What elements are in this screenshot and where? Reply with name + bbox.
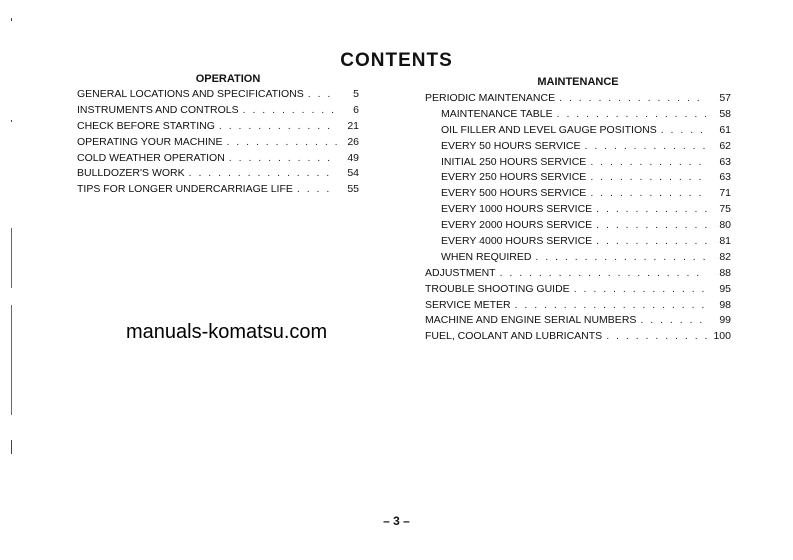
toc-entry-page: 21 (347, 119, 359, 132)
toc-entry-page: 100 (713, 330, 731, 343)
toc-entry-page: 63 (719, 171, 731, 184)
toc-entry[interactable] (425, 266, 731, 282)
toc-entry-label: MACHINE AND ENGINE SERIAL NUMBERS (425, 314, 637, 327)
page-number: – 3 – (383, 514, 410, 528)
dot-leader (661, 123, 707, 139)
toc-entry[interactable] (77, 87, 359, 103)
toc-entry[interactable] (425, 186, 731, 202)
toc-entry-page: 49 (347, 151, 359, 164)
toc-entry-page: 75 (719, 203, 731, 216)
toc-entry-label: BULLDOZER'S WORK (77, 167, 185, 180)
dot-leader (596, 218, 707, 234)
dot-leader (243, 103, 337, 119)
toc-entry-label: EVERY 250 HOURS SERVICE (441, 171, 587, 184)
toc-entry-label: ADJUSTMENT (425, 266, 496, 279)
toc-entry[interactable] (77, 151, 359, 167)
scan-margin-mark (11, 440, 12, 454)
toc-entry-page: 57 (719, 92, 731, 104)
toc-entry[interactable] (425, 313, 731, 329)
dot-leader (219, 119, 337, 135)
toc-entry[interactable] (425, 298, 731, 314)
toc-entry-page: 54 (347, 167, 359, 180)
toc-entry[interactable] (77, 119, 359, 135)
toc-entry[interactable] (425, 329, 731, 345)
dot-leader (606, 329, 707, 345)
dot-leader (640, 313, 707, 329)
toc-entry-label: COLD WEATHER OPERATION (77, 151, 225, 164)
toc-entry-label: OIL FILLER AND LEVEL GAUGE POSITIONS (441, 123, 657, 136)
dot-leader (574, 282, 707, 298)
toc-entry-page: 6 (353, 103, 359, 116)
dot-leader (590, 170, 707, 186)
toc-entry[interactable] (425, 139, 731, 155)
scan-margin-mark (11, 228, 12, 288)
toc-entry-label: PERIODIC MAINTENANCE (425, 92, 556, 104)
toc-entry-label: GENERAL LOCATIONS AND SPECIFICATIONS (77, 88, 304, 100)
toc-entry-label: FUEL, COOLANT AND LUBRICANTS (425, 330, 603, 343)
toc-entry-page: 62 (719, 139, 731, 152)
toc-entry[interactable] (425, 250, 731, 266)
toc-entry-label: TROUBLE SHOOTING GUIDE (425, 282, 570, 295)
toc-entry[interactable] (77, 135, 359, 151)
page-title: CONTENTS (340, 50, 453, 71)
dot-leader (559, 91, 707, 107)
toc-entry-label: TIPS FOR LONGER UNDERCARRIAGE LIFE (77, 183, 293, 196)
dot-leader (229, 151, 337, 167)
toc-entry-page: 98 (719, 298, 731, 311)
dot-leader (557, 107, 707, 123)
toc-entry-label: CHECK BEFORE STARTING (77, 119, 215, 132)
toc-entry[interactable] (425, 107, 731, 123)
toc-entry-label: INSTRUMENTS AND CONTROLS (77, 103, 239, 116)
toc-entry[interactable] (425, 282, 731, 298)
watermark-text: manuals-komatsu.com (126, 321, 328, 343)
toc-entry[interactable] (77, 166, 359, 182)
dot-leader (590, 155, 707, 171)
toc-entry[interactable] (77, 103, 359, 119)
maintenance-section (425, 75, 731, 345)
toc-entry-page: 95 (719, 282, 731, 295)
dot-leader (596, 202, 707, 218)
toc-entry-page: 63 (719, 155, 731, 168)
toc-entry-page: 26 (347, 135, 359, 148)
toc-entry[interactable] (425, 170, 731, 186)
toc-entry-page: 80 (719, 219, 731, 232)
toc-entry-page: 58 (719, 107, 731, 120)
toc-entry[interactable] (425, 155, 731, 171)
toc-entry-label: EVERY 50 HOURS SERVICE (441, 139, 581, 152)
toc-entry-label: SERVICE METER (425, 298, 511, 311)
dot-leader (535, 250, 707, 266)
toc-entry[interactable] (425, 91, 731, 107)
maintenance-heading: MAINTENANCE (537, 76, 619, 88)
toc-entry-label: WHEN REQUIRED (441, 250, 532, 263)
operation-section (77, 72, 359, 198)
toc-entry-page: 61 (719, 123, 731, 136)
toc-entry-page: 81 (719, 235, 731, 248)
toc-entry[interactable] (425, 218, 731, 234)
toc-entry-label: EVERY 2000 HOURS SERVICE (441, 219, 593, 232)
toc-entry-label: EVERY 1000 HOURS SERVICE (441, 203, 593, 216)
scan-margin-mark (11, 18, 12, 21)
dot-leader (515, 298, 707, 314)
toc-entry-page: 82 (719, 250, 731, 263)
toc-entry-page: 99 (719, 314, 731, 327)
dot-leader (226, 135, 337, 151)
toc-entry-page: 55 (347, 183, 359, 196)
toc-entry-label: MAINTENANCE TABLE (441, 107, 553, 120)
toc-entry-page: 71 (719, 187, 731, 200)
dot-leader (308, 87, 337, 103)
toc-entry-label: EVERY 500 HOURS SERVICE (441, 187, 587, 200)
toc-entry-label: EVERY 4000 HOURS SERVICE (441, 235, 593, 248)
dot-leader (590, 186, 707, 202)
dot-leader (584, 139, 707, 155)
dot-leader (500, 266, 707, 282)
dot-leader (596, 234, 707, 250)
toc-entry[interactable] (425, 202, 731, 218)
toc-entry-page: 88 (719, 266, 731, 279)
toc-entry-label: OPERATING YOUR MACHINE (77, 135, 223, 148)
dot-leader (189, 166, 337, 182)
operation-heading: OPERATION (195, 73, 261, 85)
scan-margin-mark (11, 305, 12, 415)
toc-entry-label: INITIAL 250 HOURS SERVICE (441, 155, 587, 168)
toc-entry-page: 5 (353, 88, 359, 100)
dot-leader (297, 182, 337, 198)
toc-entry[interactable] (77, 182, 359, 198)
toc-entry[interactable] (425, 123, 731, 139)
scan-margin-mark (11, 120, 12, 122)
toc-entry[interactable] (425, 234, 731, 250)
